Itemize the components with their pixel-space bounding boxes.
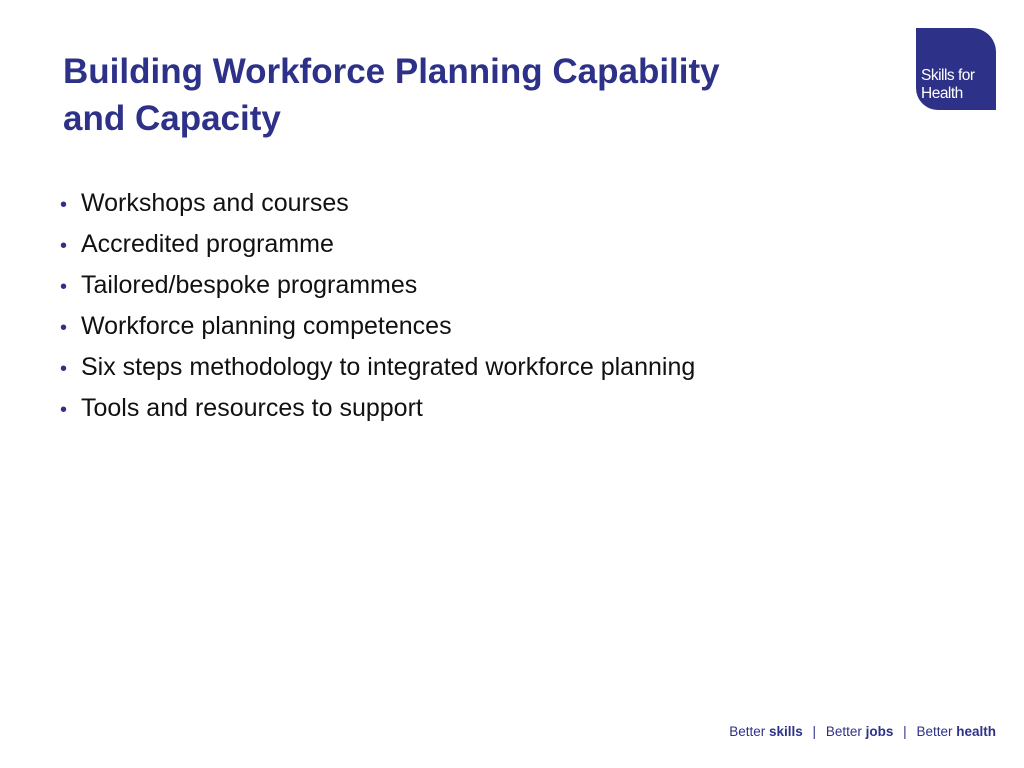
bullet-dot-icon: •: [60, 399, 68, 421]
footer-better-label: Better: [916, 724, 953, 739]
bullet-text: Tailored/bespoke programmes: [81, 271, 418, 299]
bullet-dot-icon: •: [60, 358, 68, 380]
footer-separator: |: [903, 724, 907, 739]
bullet-dot-icon: •: [60, 235, 68, 257]
footer-skills-word: skills: [769, 724, 803, 739]
bullet-dot-icon: •: [60, 194, 68, 216]
slide-title-line-1: Building Workforce Planning Capability: [63, 52, 720, 91]
bullet-text: Workforce planning competences: [81, 312, 452, 340]
footer-tagline: [729, 724, 996, 739]
bullet-item: [60, 347, 695, 388]
footer-jobs-word: jobs: [865, 724, 894, 739]
bullet-dot-icon: •: [60, 276, 68, 298]
slide-title-line-2: and Capacity: [63, 99, 281, 138]
bullet-item: [60, 183, 695, 224]
bullet-text: Accredited programme: [81, 230, 334, 258]
bullet-dot-icon: •: [60, 317, 68, 339]
bullet-item: [60, 388, 695, 429]
bullet-item: [60, 224, 695, 265]
footer-health-word: health: [956, 724, 996, 739]
footer-better-label: Better: [729, 724, 766, 739]
skills-for-health-logo: [916, 28, 996, 110]
logo-text-line-2: Health: [921, 85, 963, 102]
bullet-text: Tools and resources to support: [81, 394, 423, 422]
bullet-item: [60, 306, 695, 347]
footer-separator: |: [812, 724, 817, 739]
footer-better-label: Better: [825, 724, 862, 739]
bullet-text: Workshops and courses: [81, 189, 349, 217]
bullet-list: [60, 183, 695, 429]
slide-title: [63, 48, 883, 142]
logo-text-line-1: Skills for: [921, 67, 975, 84]
bullet-item: [60, 265, 695, 306]
bullet-text: Six steps methodology to integrated workforce planning: [81, 353, 696, 381]
